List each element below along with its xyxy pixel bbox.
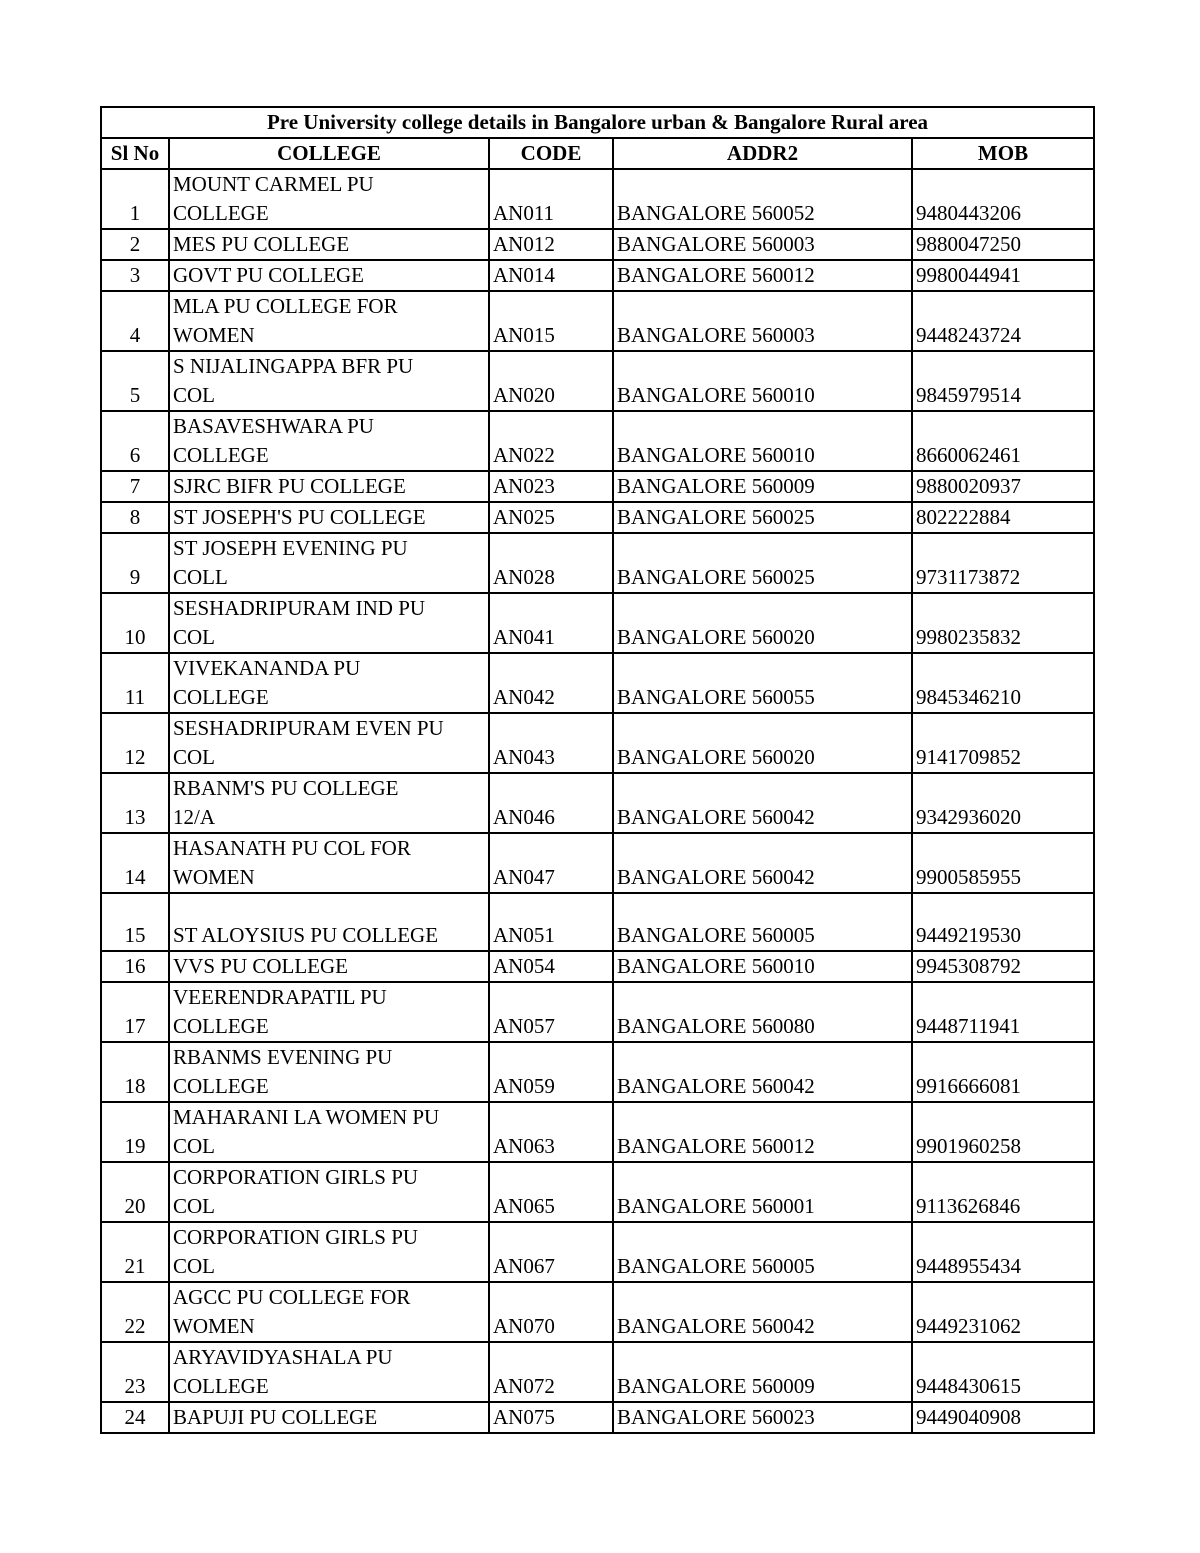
table-row: [101, 773, 1094, 833]
cell-code: AN012: [489, 229, 613, 260]
cell-code: AN051: [489, 893, 613, 951]
table-row: [101, 1342, 1094, 1402]
table-row: [101, 260, 1094, 291]
college-name-line: [173, 894, 485, 921]
cell-sl-no: 9: [101, 533, 169, 593]
cell-code: AN072: [489, 1342, 613, 1402]
table-row: [101, 982, 1094, 1042]
college-name-line: COLLEGE: [173, 443, 269, 467]
college-name-line: BASAVESHWARA PU: [173, 414, 374, 438]
cell-college: [169, 471, 489, 502]
cell-college: [169, 1222, 489, 1282]
cell-code: AN054: [489, 951, 613, 982]
table-title: Pre University college details in Bangalore urban & Bangalore Rural area: [101, 107, 1094, 138]
cell-mob: 9845346210: [912, 653, 1094, 713]
table-row: [101, 653, 1094, 713]
college-name-line: CORPORATION GIRLS PU: [173, 1225, 419, 1249]
table-row: [101, 951, 1094, 982]
cell-sl-no: 20: [101, 1162, 169, 1222]
cell-code: AN022: [489, 411, 613, 471]
cell-code: AN028: [489, 533, 613, 593]
college-name-line: MES PU COLLEGE: [173, 232, 350, 256]
cell-sl-no: 2: [101, 229, 169, 260]
college-table: [100, 106, 1095, 1434]
cell-mob: 9141709852: [912, 713, 1094, 773]
cell-addr2: BANGALORE 560005: [613, 1222, 912, 1282]
cell-mob: 9916666081: [912, 1042, 1094, 1102]
table-row: [101, 351, 1094, 411]
cell-sl-no: 11: [101, 653, 169, 713]
cell-college: [169, 229, 489, 260]
cell-college: [169, 893, 489, 951]
table-row: [101, 291, 1094, 351]
cell-mob: 9901960258: [912, 1102, 1094, 1162]
cell-code: AN020: [489, 351, 613, 411]
table-row: [101, 1042, 1094, 1102]
table-row: [101, 833, 1094, 893]
cell-sl-no: 13: [101, 773, 169, 833]
cell-mob: 8660062461: [912, 411, 1094, 471]
cell-addr2: BANGALORE 560012: [613, 1102, 912, 1162]
cell-addr2: BANGALORE 560055: [613, 653, 912, 713]
cell-code: AN057: [489, 982, 613, 1042]
cell-mob: 9449040908: [912, 1402, 1094, 1433]
cell-mob: 9980235832: [912, 593, 1094, 653]
cell-college: [169, 653, 489, 713]
college-name-line: RBANM'S PU COLLEGE: [173, 776, 399, 800]
cell-code: AN075: [489, 1402, 613, 1433]
college-name-line: VVS PU COLLEGE: [173, 954, 349, 978]
cell-addr2: BANGALORE 560001: [613, 1162, 912, 1222]
cell-sl-no: 16: [101, 951, 169, 982]
cell-mob: 9980044941: [912, 260, 1094, 291]
table-row: [101, 893, 1094, 951]
cell-mob: 9900585955: [912, 833, 1094, 893]
cell-sl-no: 5: [101, 351, 169, 411]
cell-addr2: BANGALORE 560010: [613, 411, 912, 471]
cell-college: [169, 411, 489, 471]
cell-mob: 9448955434: [912, 1222, 1094, 1282]
cell-college: [169, 1402, 489, 1433]
cell-addr2: BANGALORE 560025: [613, 533, 912, 593]
cell-code: AN014: [489, 260, 613, 291]
header-college: COLLEGE: [169, 138, 489, 169]
college-name-line: COLLEGE: [173, 1014, 269, 1038]
cell-sl-no: 17: [101, 982, 169, 1042]
cell-code: AN043: [489, 713, 613, 773]
college-name-line: ST JOSEPH'S PU COLLEGE: [173, 505, 426, 529]
cell-mob: 9731173872: [912, 533, 1094, 593]
college-name-line: VEERENDRAPATIL PU: [173, 985, 387, 1009]
cell-code: AN011: [489, 169, 613, 229]
cell-college: [169, 833, 489, 893]
cell-college: [169, 260, 489, 291]
cell-mob: 9342936020: [912, 773, 1094, 833]
cell-addr2: BANGALORE 560003: [613, 291, 912, 351]
cell-addr2: BANGALORE 560042: [613, 773, 912, 833]
cell-sl-no: 1: [101, 169, 169, 229]
cell-sl-no: 14: [101, 833, 169, 893]
cell-sl-no: 21: [101, 1222, 169, 1282]
college-name-line: HASANATH PU COL FOR: [173, 836, 411, 860]
college-name-line: COL: [173, 625, 215, 649]
table-row: [101, 713, 1094, 773]
header-code: CODE: [489, 138, 613, 169]
cell-code: AN065: [489, 1162, 613, 1222]
header-row: [101, 138, 1094, 169]
college-name-line: SJRC BIFR PU COLLEGE: [173, 474, 406, 498]
college-name-line: COLLEGE: [173, 1074, 269, 1098]
cell-college: [169, 1102, 489, 1162]
table-row: [101, 502, 1094, 533]
header-mob: MOB: [912, 138, 1094, 169]
header-addr2: ADDR2: [613, 138, 912, 169]
table-row: [101, 533, 1094, 593]
table-row: [101, 1222, 1094, 1282]
cell-mob: 9448711941: [912, 982, 1094, 1042]
cell-addr2: BANGALORE 560023: [613, 1402, 912, 1433]
cell-mob: 9845979514: [912, 351, 1094, 411]
table-row: [101, 593, 1094, 653]
cell-mob: 802222884: [912, 502, 1094, 533]
cell-sl-no: 24: [101, 1402, 169, 1433]
cell-addr2: BANGALORE 560042: [613, 1042, 912, 1102]
college-name-line: COLL: [173, 565, 228, 589]
college-name-line: COL: [173, 745, 215, 769]
cell-college: [169, 291, 489, 351]
cell-college: [169, 1162, 489, 1222]
cell-addr2: BANGALORE 560052: [613, 169, 912, 229]
cell-code: AN070: [489, 1282, 613, 1342]
cell-mob: 9480443206: [912, 169, 1094, 229]
cell-mob: 9448243724: [912, 291, 1094, 351]
cell-addr2: BANGALORE 560042: [613, 833, 912, 893]
cell-sl-no: 18: [101, 1042, 169, 1102]
college-name-line: COLLEGE: [173, 1374, 269, 1398]
cell-addr2: BANGALORE 560010: [613, 351, 912, 411]
cell-college: [169, 1342, 489, 1402]
college-name-line: GOVT PU COLLEGE: [173, 263, 364, 287]
cell-code: AN059: [489, 1042, 613, 1102]
cell-code: AN015: [489, 291, 613, 351]
cell-addr2: BANGALORE 560005: [613, 893, 912, 951]
cell-college: [169, 593, 489, 653]
table-row: [101, 471, 1094, 502]
cell-code: AN063: [489, 1102, 613, 1162]
cell-mob: 9945308792: [912, 951, 1094, 982]
cell-code: AN041: [489, 593, 613, 653]
cell-addr2: BANGALORE 560010: [613, 951, 912, 982]
cell-addr2: BANGALORE 560009: [613, 471, 912, 502]
cell-college: [169, 533, 489, 593]
college-name-line: ST JOSEPH EVENING PU: [173, 536, 408, 560]
cell-college: [169, 1042, 489, 1102]
cell-sl-no: 7: [101, 471, 169, 502]
cell-addr2: BANGALORE 560020: [613, 713, 912, 773]
cell-sl-no: 3: [101, 260, 169, 291]
college-name-line: COLLEGE: [173, 201, 269, 225]
cell-addr2: BANGALORE 560009: [613, 1342, 912, 1402]
cell-sl-no: 10: [101, 593, 169, 653]
cell-college: [169, 951, 489, 982]
table-row: [101, 1402, 1094, 1433]
cell-college: [169, 169, 489, 229]
cell-code: AN042: [489, 653, 613, 713]
cell-code: AN023: [489, 471, 613, 502]
college-name-line: VIVEKANANDA PU: [173, 656, 361, 680]
cell-sl-no: 15: [101, 893, 169, 951]
table-row: [101, 1102, 1094, 1162]
table-row: [101, 1162, 1094, 1222]
table-row: [101, 169, 1094, 229]
college-name-line: WOMEN: [173, 1314, 255, 1338]
cell-sl-no: 19: [101, 1102, 169, 1162]
cell-mob: 9449219530: [912, 893, 1094, 951]
cell-college: [169, 1282, 489, 1342]
table-body: [101, 169, 1094, 1433]
college-name-line: MOUNT CARMEL PU: [173, 172, 374, 196]
cell-code: AN025: [489, 502, 613, 533]
cell-sl-no: 8: [101, 502, 169, 533]
cell-addr2: BANGALORE 560003: [613, 229, 912, 260]
college-name-line: COLLEGE: [173, 685, 269, 709]
cell-code: AN047: [489, 833, 613, 893]
cell-mob: 9113626846: [912, 1162, 1094, 1222]
college-name-line: WOMEN: [173, 323, 255, 347]
college-name-line: COL: [173, 1194, 215, 1218]
cell-addr2: BANGALORE 560025: [613, 502, 912, 533]
college-name-line: COL: [173, 383, 215, 407]
table-row: [101, 411, 1094, 471]
cell-sl-no: 23: [101, 1342, 169, 1402]
cell-addr2: BANGALORE 560020: [613, 593, 912, 653]
cell-college: [169, 351, 489, 411]
college-name-line: S NIJALINGAPPA BFR PU: [173, 354, 414, 378]
college-name-line: RBANMS EVENING PU: [173, 1045, 393, 1069]
college-name-line: SESHADRIPURAM EVEN PU: [173, 716, 444, 740]
college-name-line: AGCC PU COLLEGE FOR: [173, 1285, 411, 1309]
college-name-line: COL: [173, 1134, 215, 1158]
header-sl-no: Sl No: [101, 138, 169, 169]
cell-addr2: BANGALORE 560012: [613, 260, 912, 291]
cell-sl-no: 6: [101, 411, 169, 471]
cell-mob: 9880020937: [912, 471, 1094, 502]
college-name-line: WOMEN: [173, 865, 255, 889]
table-row: [101, 229, 1094, 260]
cell-mob: 9448430615: [912, 1342, 1094, 1402]
cell-sl-no: 22: [101, 1282, 169, 1342]
cell-sl-no: 4: [101, 291, 169, 351]
college-name-line: COL: [173, 1254, 215, 1278]
college-name-line: SESHADRIPURAM IND PU: [173, 596, 426, 620]
college-name-line: CORPORATION GIRLS PU: [173, 1165, 419, 1189]
cell-mob: 9880047250: [912, 229, 1094, 260]
cell-code: AN046: [489, 773, 613, 833]
cell-college: [169, 713, 489, 773]
table-row: [101, 1282, 1094, 1342]
college-name-line: MAHARANI LA WOMEN PU: [173, 1105, 440, 1129]
cell-sl-no: 12: [101, 713, 169, 773]
college-name-line: BAPUJI PU COLLEGE: [173, 1405, 378, 1429]
college-name-line: ST ALOYSIUS PU COLLEGE: [173, 923, 439, 947]
cell-addr2: BANGALORE 560042: [613, 1282, 912, 1342]
college-name-line: ARYAVIDYASHALA PU: [173, 1345, 393, 1369]
cell-addr2: BANGALORE 560080: [613, 982, 912, 1042]
college-name-line: 12/A: [173, 805, 215, 829]
cell-mob: 9449231062: [912, 1282, 1094, 1342]
cell-code: AN067: [489, 1222, 613, 1282]
cell-college: [169, 982, 489, 1042]
college-name-line: MLA PU COLLEGE FOR: [173, 294, 398, 318]
cell-college: [169, 773, 489, 833]
cell-college: [169, 502, 489, 533]
